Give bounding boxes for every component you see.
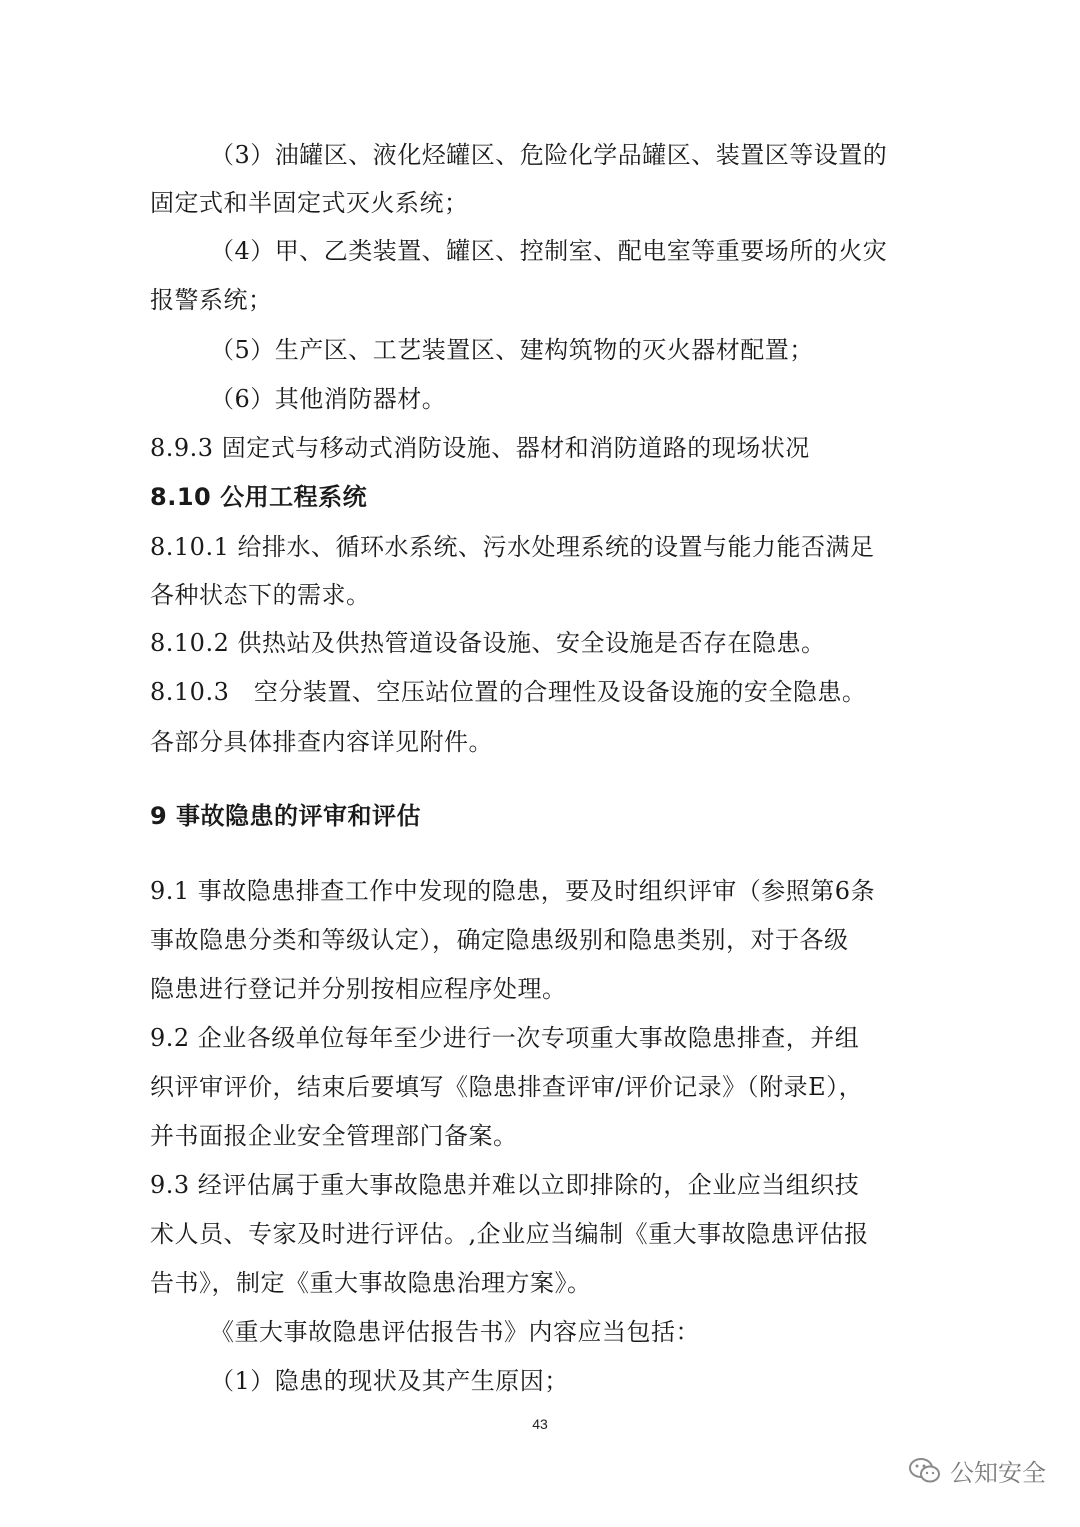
- text-line: 织评审评价，结束后要填写《隐患排查评审/评价记录》（附录E），: [150, 1073, 864, 1101]
- text-line: 事故隐患分类和等级认定），确定隐患级别和隐患类别，对于各级: [150, 926, 849, 954]
- text-line: 告书》，制定《重大事故隐患治理方案》。: [150, 1269, 592, 1297]
- text-line: （6）其他消防器材。: [210, 385, 447, 413]
- chapter-heading: 9 事故隐患的评审和评估: [150, 802, 422, 830]
- text-line: 9.2 企业各级单位每年至少进行一次专项重大事故隐患排查，并组: [150, 1024, 860, 1052]
- text-line: 并书面报企业安全管理部门备案。: [150, 1122, 518, 1150]
- text-line: 8.10.1 给排水、循环水系统、污水处理系统的设置与能力能否满足: [150, 533, 875, 561]
- text-line: 9.3 经评估属于重大事故隐患并难以立即排除的，企业应当组织技: [150, 1171, 860, 1199]
- text-line: 各部分具体排查内容详见附件。: [150, 728, 493, 756]
- text-line: 各种状态下的需求。: [150, 581, 371, 609]
- watermark: [908, 1453, 1046, 1488]
- text-line: （3）油罐区、液化烃罐区、危险化学品罐区、装置区等设置的: [210, 141, 888, 169]
- text-line: 隐患进行登记并分别按相应程序处理。: [150, 975, 567, 1003]
- text-line: （5）生产区、工艺装置区、建构筑物的灭火器材配置；: [210, 336, 814, 364]
- text-line: 术人员、专家及时进行评估。,企业应当编制《重大事故隐患评估报: [150, 1220, 869, 1248]
- text-line: （1）隐患的现状及其产生原因；: [210, 1367, 569, 1395]
- text-line: 《重大事故隐患评估报告书》内容应当包括：: [210, 1318, 700, 1346]
- watermark-text: 公知安全: [950, 1459, 1046, 1487]
- text-line: 8.9.3 固定式与移动式消防设施、器材和消防道路的现场状况: [150, 434, 810, 462]
- text-line: 固定式和半固定式灭火系统；: [150, 189, 469, 217]
- text-line: 8.10.2 供热站及供热管道设备设施、安全设施是否存在隐患。: [150, 629, 826, 657]
- text-line: （4）甲、乙类装置、罐区、控制室、配电室等重要场所的火灾: [210, 237, 888, 265]
- text-line: 报警系统；: [150, 286, 273, 314]
- page-number: 43: [532, 1416, 548, 1432]
- section-heading: 8.10 公用工程系统: [150, 483, 368, 511]
- text-line: 8.10.3 空分装置、空压站位置的合理性及设备设施的安全隐患。: [150, 678, 867, 706]
- text-line: 9.1 事故隐患排查工作中发现的隐患，要及时组织评审（参照第6条: [150, 877, 876, 905]
- wechat-icon: [908, 1456, 942, 1486]
